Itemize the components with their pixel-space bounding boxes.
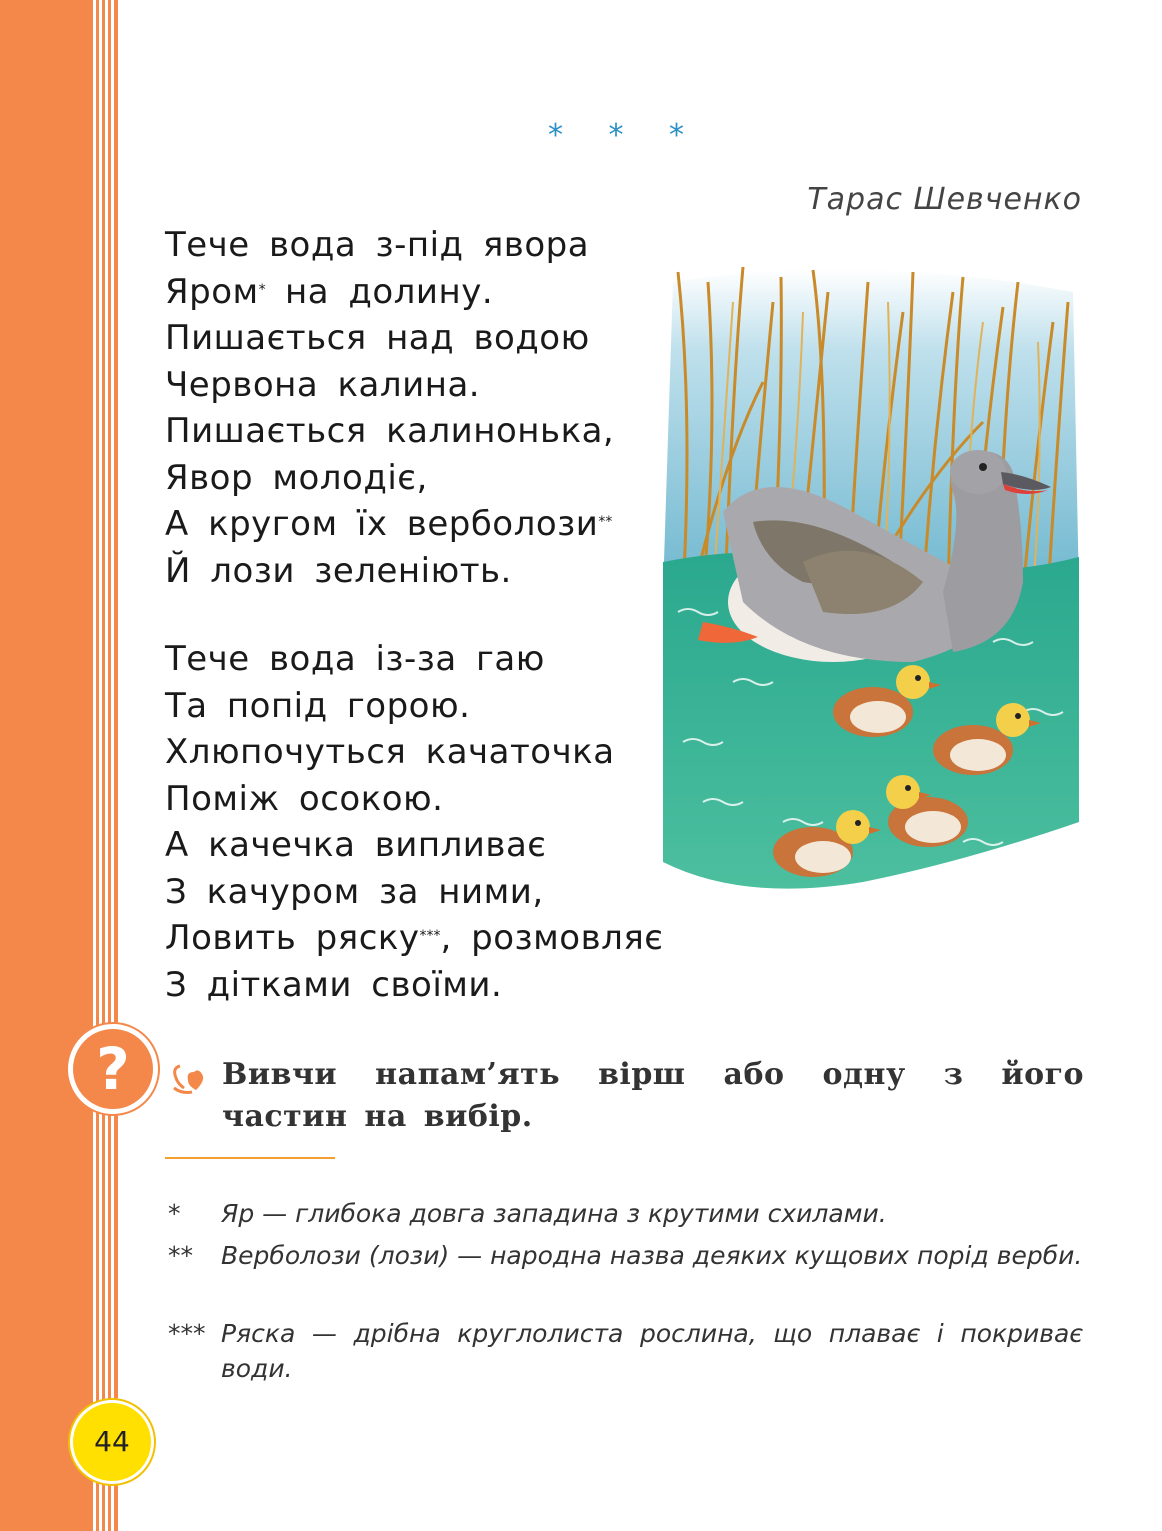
poem-author: Тарас Шевченко [807, 182, 1082, 217]
heart-hand-icon [168, 1058, 208, 1098]
poem-stanza-1 [165, 222, 614, 594]
footnote-reference: ** [598, 514, 613, 530]
poem-line-text: Тече вода із-за гаю [165, 639, 545, 679]
page-number-badge: 44 [70, 1400, 154, 1484]
footnote-text: Верболози (лози) — народна назва деяких кущових порід верби. [221, 1241, 1083, 1270]
poem-line [165, 548, 614, 595]
sidebar-stripe [99, 0, 102, 1531]
poem-line [165, 269, 614, 316]
sidebar-stripe [105, 0, 108, 1531]
sidebar-stripe [111, 0, 114, 1531]
poem-line [165, 455, 614, 502]
footnote-reference: * [258, 281, 266, 298]
poem-line-text: Поміж осокою. [165, 778, 444, 819]
poem-line [165, 729, 663, 776]
poem-line-text: Явор молодіє, [165, 457, 428, 498]
poem-line [165, 962, 663, 1009]
poem-line-text: А качечка випливає [165, 825, 547, 865]
poem-line-text: Яром [165, 271, 259, 312]
poem-line [165, 776, 663, 823]
task-instruction: Вивчи напам’ять вірш або одну з його частин на вибір. [222, 1057, 1084, 1134]
footnote-mark: ** [168, 1241, 193, 1270]
poem-line-text: З дітками своїми. [165, 964, 503, 1005]
poem-line [165, 915, 663, 962]
section-stars: * * * [547, 118, 703, 153]
poem-line [165, 501, 614, 548]
poem-line-text: Пишається калинонька, [165, 411, 615, 451]
poem-line [165, 408, 614, 455]
poem-line [165, 822, 663, 869]
poem-line-text: Тече вода з-під явора [165, 225, 590, 265]
duck-with-ducklings-illustration [663, 262, 1079, 907]
poem-line [165, 362, 614, 409]
footnote-mark: *** [168, 1319, 206, 1348]
footnote-text: Ряска — дрібна круглолиста рослина, що плаває і покриває води. [221, 1319, 1083, 1383]
poem-line-text: Ловить ряску [165, 918, 420, 958]
footnote-separator [165, 1157, 335, 1159]
poem-line-text: З качуром за ними, [165, 871, 544, 912]
poem-line-text: Пишається над водою [165, 318, 590, 358]
poem-line-text: Та попід горою. [165, 685, 471, 726]
poem-line-text: А кругом їх верболози [165, 504, 599, 544]
poem-line [165, 869, 663, 916]
poem-line [165, 222, 614, 269]
footnote-reference: *** [419, 928, 441, 944]
footnote-mark: * [168, 1199, 181, 1228]
sidebar-stripe [93, 0, 96, 1531]
poem-line-text: на долину. [265, 271, 494, 312]
poem-line-text: Й лози зеленіють. [165, 550, 512, 591]
poem-stanza-2 [165, 636, 663, 1008]
poem-line-text: Червона калина. [165, 364, 481, 405]
poem-line [165, 636, 663, 683]
poem-line [165, 315, 614, 362]
question-mark-icon: ? [68, 1024, 158, 1114]
poem-line-text: , розмовляє [440, 918, 664, 958]
poem-line-text: Хлюпочуться качаточка [165, 732, 615, 772]
poem-line [165, 683, 663, 730]
footnote-text: Яр — глибока довга западина з крутими схилами. [221, 1199, 887, 1228]
